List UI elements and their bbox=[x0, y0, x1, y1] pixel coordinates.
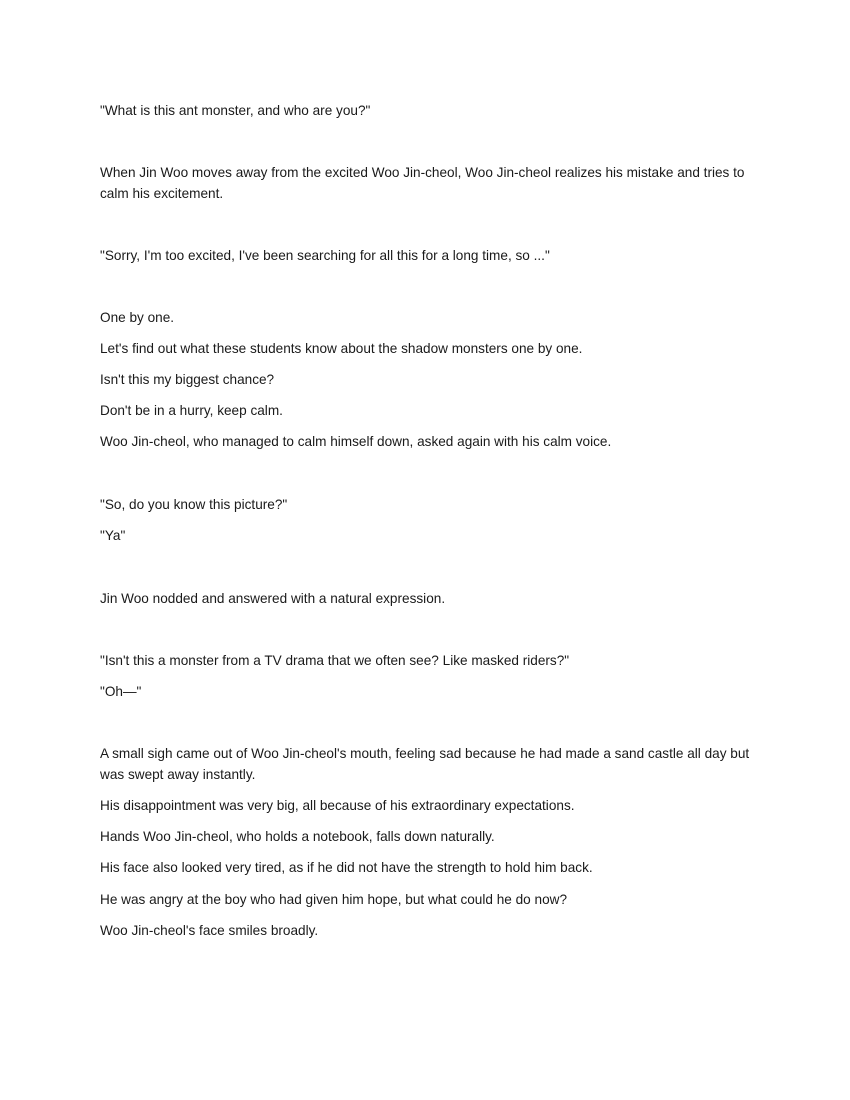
paragraph-2: When Jin Woo moves away from the excited Woo Jin-cheol, Woo Jin-cheol realizes his mistake and tries to calm his excitement. bbox=[100, 165, 745, 201]
paragraph-4: One by one. bbox=[100, 310, 175, 325]
paragraph-18: He was angry at the boy who had given him hope, but what could he do now? bbox=[100, 892, 568, 907]
paragraph-5: Let's find out what these students know about the shadow monsters one by one. bbox=[100, 341, 583, 356]
paragraph-19: Woo Jin-cheol's face smiles broadly. bbox=[100, 923, 319, 938]
paragraph-3: "Sorry, I'm too excited, I've been searching for all this for a long time, so ..." bbox=[100, 248, 550, 263]
paragraph-16: Hands Woo Jin-cheol, who holds a notebook, falls down naturally. bbox=[100, 829, 495, 844]
paragraph-8: Woo Jin-cheol, who managed to calm himself down, asked again with his calm voice. bbox=[100, 434, 612, 449]
paragraph-17: His face also looked very tired, as if he did not have the strength to hold him back. bbox=[100, 860, 593, 875]
paragraph-13: "Oh—" bbox=[100, 684, 142, 699]
paragraph-1: "What is this ant monster, and who are you?" bbox=[100, 103, 371, 118]
paragraph-14: A small sigh came out of Woo Jin-cheol's mouth, feeling sad because he had made a sand castle all day but was swept away instantly. bbox=[100, 746, 750, 782]
paragraph-10: "Ya" bbox=[100, 528, 126, 543]
paragraph-7: Don't be in a hurry, keep calm. bbox=[100, 403, 283, 418]
paragraph-15: His disappointment was very big, all because of his extraordinary expectations. bbox=[100, 798, 575, 813]
paragraph-11: Jin Woo nodded and answered with a natural expression. bbox=[100, 591, 446, 606]
paragraph-6: Isn't this my biggest chance? bbox=[100, 372, 275, 387]
paragraph-9: "So, do you know this picture?" bbox=[100, 497, 288, 512]
paragraph-12: "Isn't this a monster from a TV drama that we often see? Like masked riders?" bbox=[100, 653, 570, 668]
